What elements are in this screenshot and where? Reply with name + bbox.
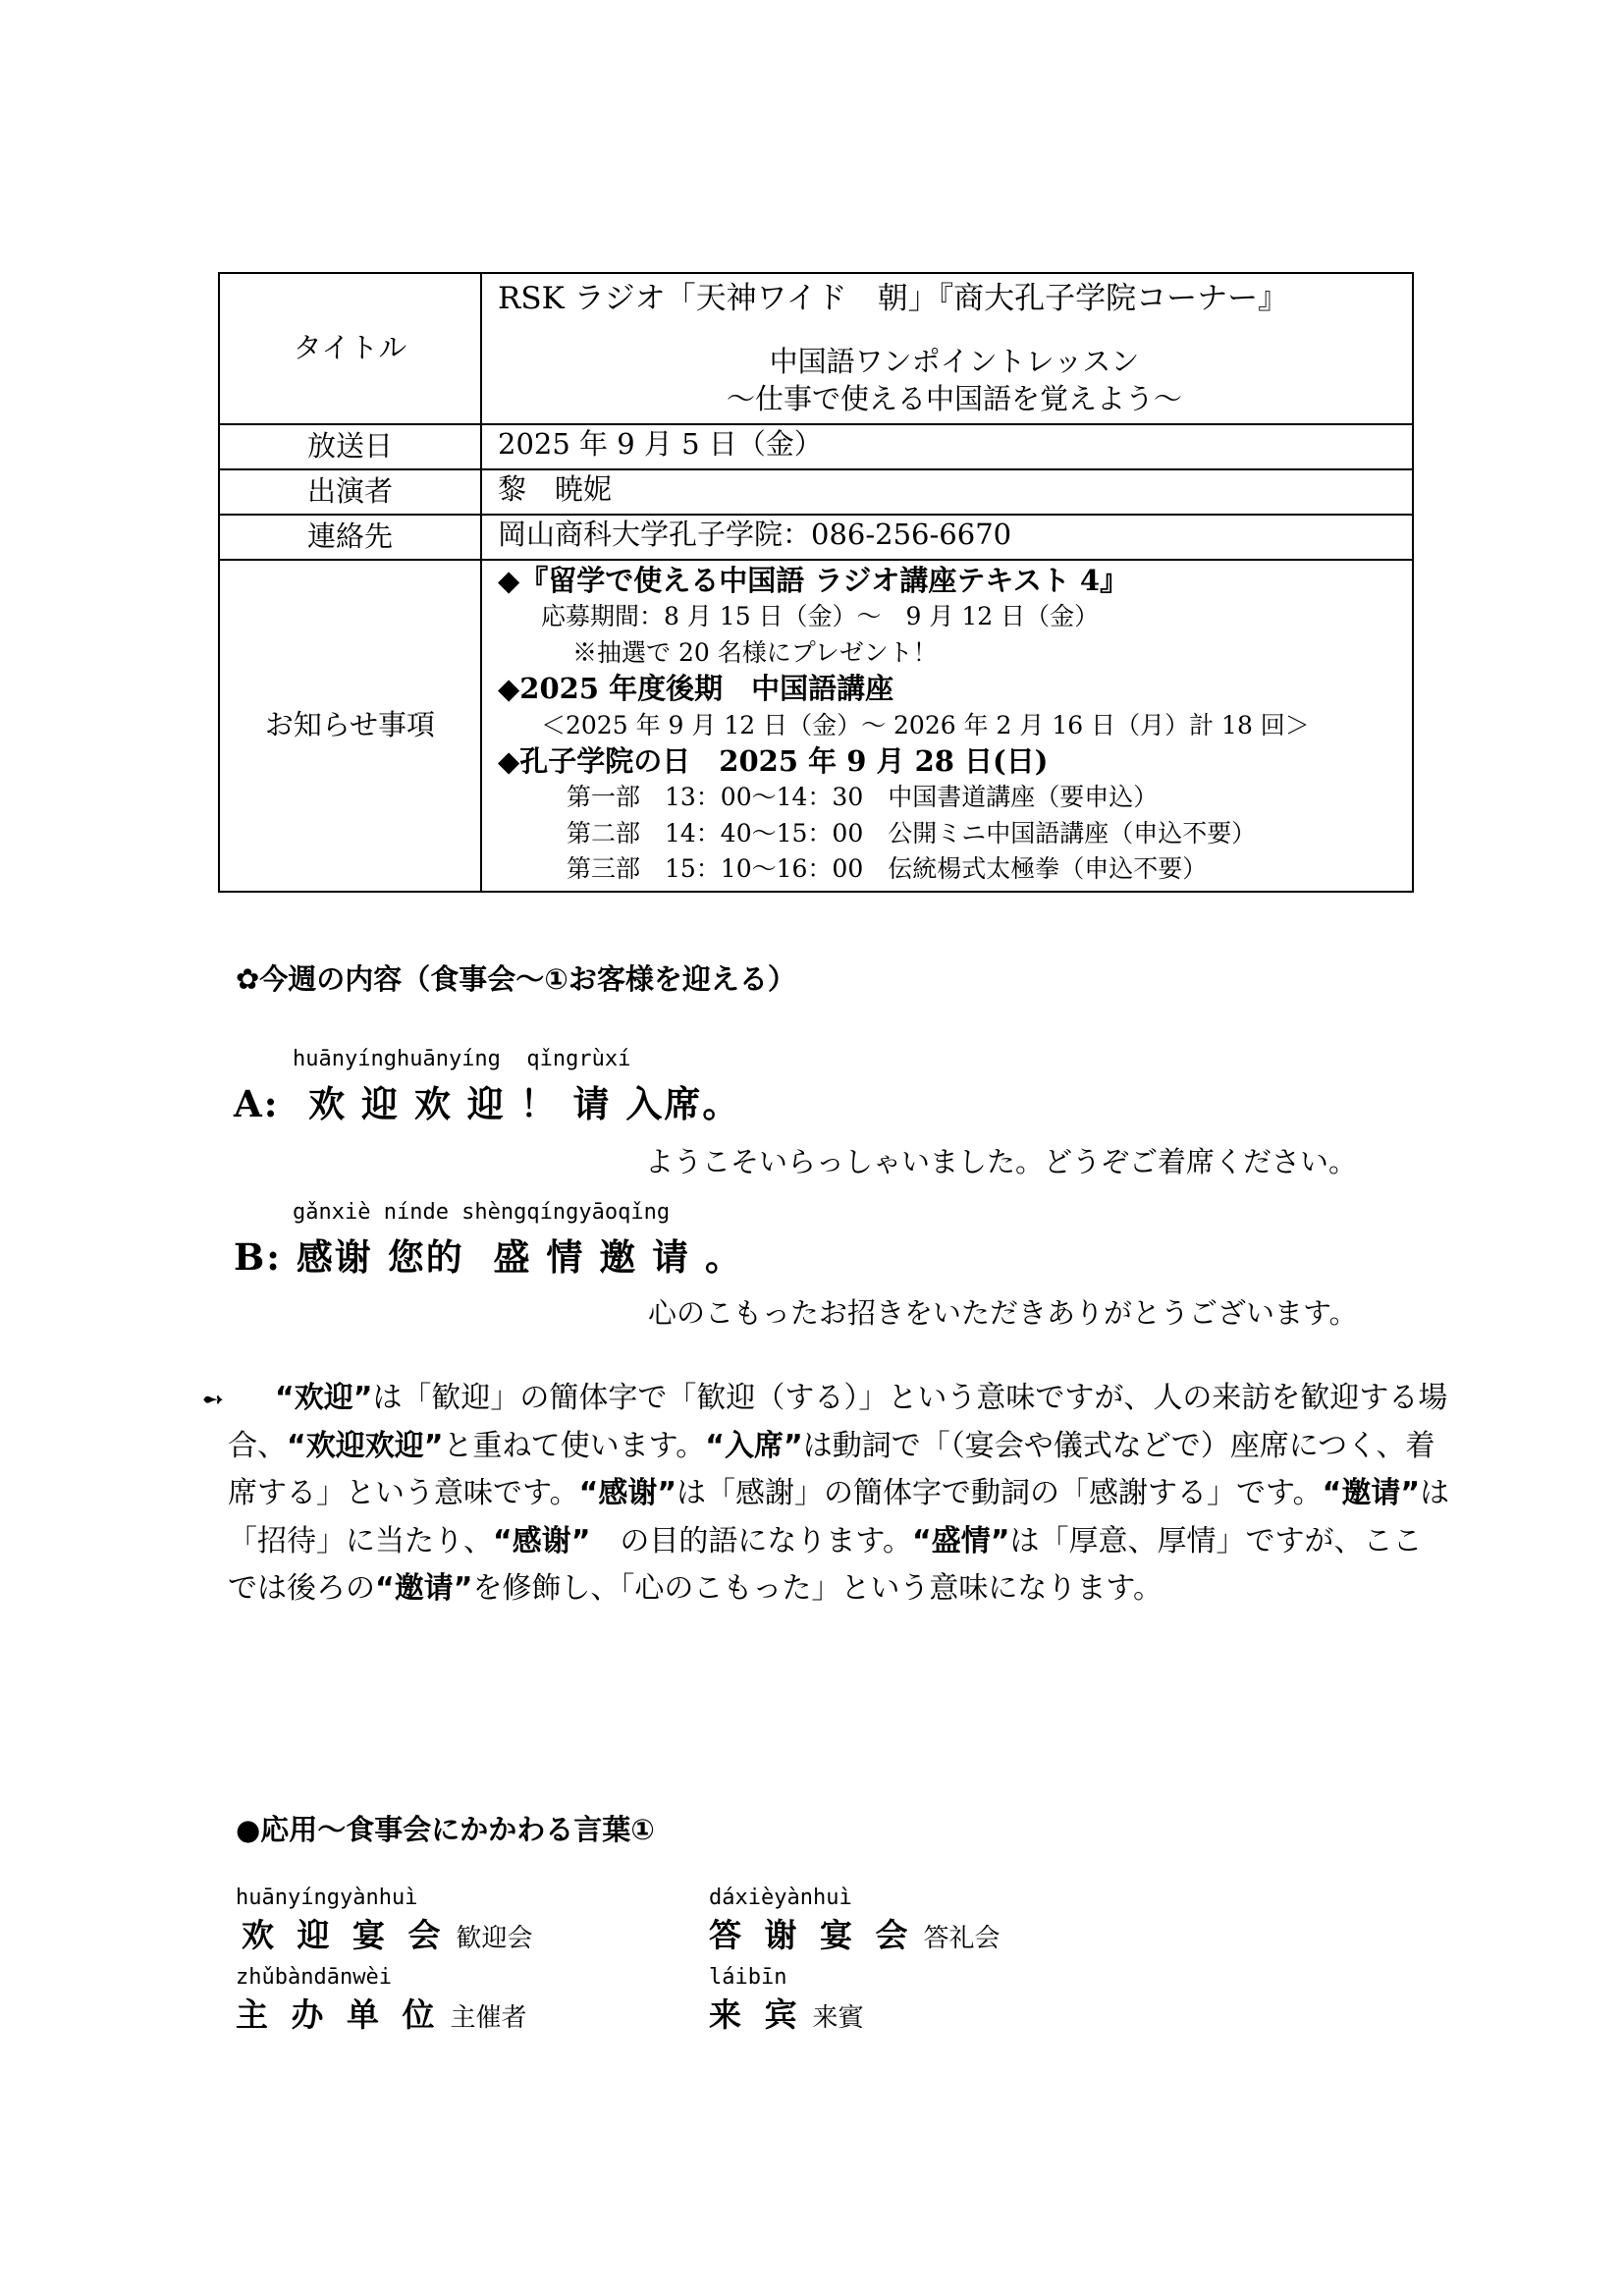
notice-item-1-heading: ◆『留学で使える中国語 ラジオ講座テキスト 4』 <box>498 563 1129 597</box>
term-huanying: “欢迎” <box>275 1381 373 1415</box>
title-row <box>219 273 1413 424</box>
title-line-2: 中国語ワンポイントレッスン <box>769 345 1140 379</box>
notice-item-1-period: 応募期間：8 月 15 日（金）〜 9 月 12 日（金） <box>541 602 1100 631</box>
notice-item-2-heading: ◆2025 年度後期 中国語講座 <box>498 671 894 705</box>
vocab-item-2 <box>709 1886 1000 1956</box>
notice-item-3-heading: ◆孔子学院の日 2025 年 9 月 28 日(日) <box>498 743 1049 778</box>
vocab-item-4 <box>709 1965 864 2036</box>
expl-text-8: を修飾し、「心のこもった」という意味になります。 <box>472 1571 1163 1607</box>
term-ruxi: “入席” <box>705 1428 803 1463</box>
vocab-2-pinyin: dáxièyànhuì <box>709 1886 852 1910</box>
vocab-4-hanzi <box>709 1990 864 2036</box>
performer-label: 出演者 <box>219 469 481 515</box>
vocab-3-meaning: 主催者 <box>450 2003 527 2033</box>
date-value: 2025 年 9 月 5 日（金） <box>481 424 1413 469</box>
line-b-pinyin: gǎnxiè nínde shèngqíngyāoqǐng <box>293 1200 671 1225</box>
title-label: タイトル <box>219 273 481 424</box>
term-shengqing: “盛情” <box>912 1523 1010 1558</box>
line-a-translation: ようこそいらっしゃいました。どうぞご着席ください。 <box>645 1145 1358 1178</box>
notice-item-1-note: ※抽選で 20 名様にプレゼント！ <box>572 637 938 667</box>
vocab-4-hanzi-text: 来 宾 <box>709 1995 803 2034</box>
info-table <box>218 272 1414 893</box>
vocab-2-meaning: 答礼会 <box>923 1924 1001 1953</box>
notice-label: お知らせ事項 <box>219 560 481 893</box>
expl-text-3: は動詞で「（宴会や儀式などで）座席につく、着席する」という意味です。 <box>228 1428 1435 1511</box>
term-ganxie-2: “感谢” <box>493 1523 591 1558</box>
vocab-item-1 <box>236 1886 532 1956</box>
vocab-3-hanzi <box>236 1990 526 2036</box>
pointing-hand-icon: ➻ <box>201 1383 225 1415</box>
expl-text-2: と重ねて使います。 <box>443 1428 706 1463</box>
vocab-1-hanzi-text: 欢 迎 宴 会 <box>242 1916 447 1954</box>
title-line-3: 〜仕事で使える中国語を覚えよう〜 <box>726 381 1182 415</box>
performer-row <box>219 469 1413 515</box>
notice-item-3-part-2: 第二部 14：40〜15：00 公開ミニ中国語講座（申込不要） <box>567 818 1257 847</box>
date-label: 放送日 <box>219 424 481 469</box>
contact-row <box>219 515 1413 560</box>
line-a-hanzi: A: 欢 迎 欢 迎 ！ 请 入席。 <box>234 1082 741 1125</box>
expl-text-7: は「厚意、厚情」ですが、ここでは後ろの <box>228 1523 1423 1607</box>
vocab-item-3 <box>236 1965 526 2036</box>
line-b-translation: 心のこもったお招きをいただきありがとうございます。 <box>648 1296 1358 1330</box>
contact-value: 岡山商科大学孔子学院：086-256-6670 <box>481 515 1413 560</box>
notice-row <box>219 560 1413 893</box>
applied-heading: ●応用〜食事会にかかわる言葉① <box>236 1813 655 1846</box>
weekly-heading: ✿今週の内容（食事会〜①お客様を迎える） <box>236 962 796 996</box>
date-row <box>219 424 1413 469</box>
performer-value: 黎 暁妮 <box>481 469 1413 515</box>
notice-item-3-part-1: 第一部 13：00〜14：30 中国書道講座（要申込） <box>567 783 1159 812</box>
notice-item-2-period: ＜2025 年 9 月 12 日（金）〜 2026 年 2 月 16 日（月）計 18 回＞ <box>541 710 1310 739</box>
notice-item-3-part-3: 第三部 15：10〜16：00 伝統楊式太極拳（申込不要） <box>567 853 1208 883</box>
line-a-pinyin: huānyínghuānyíng qǐngrùxí <box>293 1047 631 1071</box>
term-huanying-huanying: “欢迎欢迎” <box>287 1428 444 1463</box>
contact-label: 連絡先 <box>219 515 481 560</box>
notice-cell <box>481 560 1413 893</box>
line-b-hanzi: B: 感谢 您的 盛 情 邀 请 。 <box>234 1235 743 1279</box>
expl-text-4: は「感謝」の簡体字で動詞の「感謝する」です。 <box>676 1476 1323 1511</box>
vocab-2-hanzi <box>709 1910 1000 1956</box>
vocab-1-hanzi <box>242 1910 532 1956</box>
term-ganxie: “感谢” <box>578 1476 677 1511</box>
vocab-4-pinyin: láibīn <box>709 1965 787 1990</box>
vocab-1-meaning: 歓迎会 <box>456 1924 533 1953</box>
vocab-4-meaning: 来賓 <box>812 2003 864 2033</box>
vocab-3-hanzi-text: 主 办 单 位 <box>236 1995 441 2034</box>
explanation-paragraph <box>228 1375 1450 1613</box>
term-yaoqing-2: “邀请” <box>375 1571 473 1607</box>
vocab-1-pinyin: huānyíngyànhuì <box>236 1886 418 1910</box>
term-yaoqing: “邀请” <box>1322 1476 1421 1511</box>
expl-text-1: は「歓迎」の簡体字で「歓迎（する）」という意味ですが、人の来訪を歓迎する場合、 <box>228 1381 1448 1463</box>
expl-text-6: の目的語になります。 <box>590 1523 913 1558</box>
vocab-3-pinyin: zhǔbàndānwèi <box>236 1965 392 1990</box>
title-line-1: RSK ラジオ「天神ワイド 朝」『商大孔子学院コーナー』 <box>498 281 1289 316</box>
expl-text-5: は「招待」に当たり、 <box>228 1476 1450 1558</box>
vocab-2-hanzi-text: 答 谢 宴 会 <box>709 1916 914 1954</box>
title-cell <box>481 273 1413 424</box>
